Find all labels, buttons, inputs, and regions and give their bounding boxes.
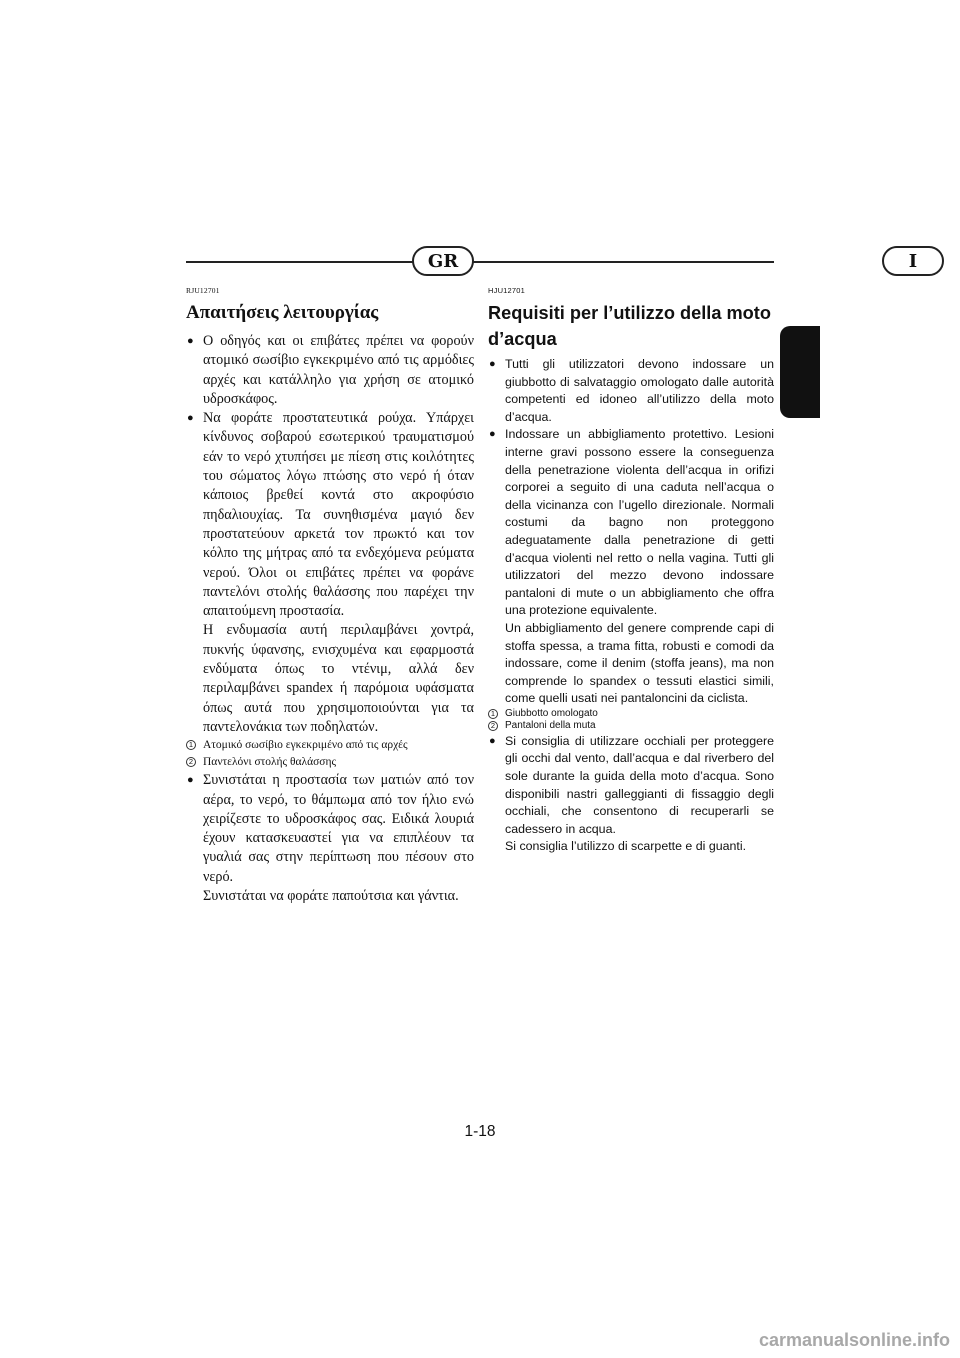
bullet-icon: ● [489, 358, 496, 370]
page-number: 1-18 [464, 1123, 496, 1140]
section-title: Απαιτήσεις λειτουργίας [186, 302, 379, 323]
figure-caption: 2 Pantaloni della muta [488, 720, 774, 733]
bullet-icon: ● [187, 335, 194, 347]
bullet-continuation: Un abbigliamento del genere comprende capi di stoffa spessa, a trama fitta, robusti e comodi da indossare, come il denim (stoffa jeans), ma non comprende lo spandex o tessuti elastici simili, come quelli usati nei pantaloncini da ciclista. [505, 620, 774, 706]
bullet-item: ● Ο οδηγός και οι επιβάτες πρέπει να φορούν ατομικό σωσίβιο εγκεκριμένο από τις αρμόδιες αρχές και κατάλληλο για χρήση σε ατομικό υδροσκάφος. [187, 333, 474, 407]
bullet-item: ● Συνιστάται η προστασία των ματιών από τον αέρα, το νερό, το θάμπωμα από τον ήλιο ενώ χειρίζεστε το υδροσκάφος σας. Ειδικά λουριά έχουν κατασκευαστεί για να επιπλέουν τα γυαλιά σας στην περίπτωση που πέσουν στο νερό. [187, 772, 474, 885]
page-header [186, 246, 918, 276]
watermark: carmanualsonline.info [758, 1330, 950, 1350]
bullet-icon: ● [187, 774, 194, 787]
section-title: Requisiti per l’utilizzo della moto d’acqua [488, 303, 771, 349]
chapter-tab [780, 326, 820, 418]
language-badge-gr: GR [412, 246, 474, 276]
bullet-icon: ● [489, 734, 496, 747]
bullet-icon: ● [187, 412, 194, 425]
section-code: RJU12701 [186, 286, 220, 295]
bullet-item: ● Tutti gli utilizzatori devono indossare un giubbotto di salvataggio omologato dalle autorità competenti ed idoneo all’utilizzo della moto d’acqua. [489, 357, 774, 424]
bullet-item: ● Να φοράτε προστατευτικά ρούχα. Υπάρχει κίνδυνος σοβαρού εσωτερικού τραυματισμού εάν το νερό χτυπήσει με πίεση στις κοιλότητες του σώματος λόγω πτώσης στο νερό ή όταν κάποιος βρεθεί κοντά στο ακροφύσιο πηδαλιουχίας. Τα συνηθισμένα μαγιό δεν προστατεύουν αρκετά τον πρωκτό και τον κόλπο της μήτρας από τα ενδεχόμενα ρεύματα νερού. Όλοι οι επιβάτες πρέπει να φοράνε παντελόνι στολής θαλάσσης που παρέχει την απαιτούμενη προστασία. [187, 410, 474, 620]
bullet-item: ● Indossare un abbigliamento protettivo. Lesioni interne gravi possono essere la conseguenza della penetrazione violenta dell’acqua in orifizi corporei a seguito di una caduta nell’acqua o della vicinanza con l’ugello direzionale. Normali costumi da bagno non proteggono adeguatamente dalla penetrazione di getti d’acqua violenti nel retto o nella vagina. Tutti gli utilizzatori del mezzo devono indossare pantaloni di mute o un abbigliamento che offra una protezione equivalente. [489, 427, 774, 618]
bullet-continuation: Η ενδυμασία αυτή περιλαμβάνει χοντρά, πυκνής ύφανσης, ενισχυμένα και εφαρμοστά ενδύματα όπως το ντένιμ, αλλά δεν περιλαμβάνει spandex ή παρόμοια υφάσματα όπως αυτά που χρησιμοποιούνται για τα παντελονάκια των ποδηλατών. [203, 622, 474, 735]
italian-column [488, 286, 774, 856]
greek-column [186, 286, 474, 906]
section-code: HJU12701 [488, 286, 526, 295]
figure-caption: 1 Giubbotto omologato [488, 708, 774, 721]
bullet-icon: ● [489, 428, 496, 441]
bullet-continuation: Συνιστάται να φοράτε παπούτσια και γάντια. [203, 888, 459, 905]
figure-caption: 1 Ατομικό σωσίβιο εγκεκριμένο από τις αρχές [186, 737, 474, 754]
figure-caption: 2 Παντελόνι στολής θαλάσσης [186, 754, 474, 771]
callout-number-icon: 2 [186, 757, 196, 767]
callout-number-icon: 1 [488, 709, 498, 719]
language-badge-i: I [882, 246, 944, 276]
header-rule [186, 261, 774, 263]
callout-number-icon: 2 [488, 721, 498, 731]
bullet-continuation: Si consiglia l’utilizzo di scarpette e di guanti. [505, 839, 747, 854]
bullet-item: ● Si consiglia di utilizzare occhiali per proteggere gli occhi dal vento, dall’acqua e dal riverbero del sole durante la guida della moto d’acqua. Sono disponibili nastri galleggianti di fissaggio degli occhiali, che consentono di recuperarli se cadessero in acqua. [489, 733, 774, 836]
callout-number-icon: 1 [186, 740, 196, 750]
